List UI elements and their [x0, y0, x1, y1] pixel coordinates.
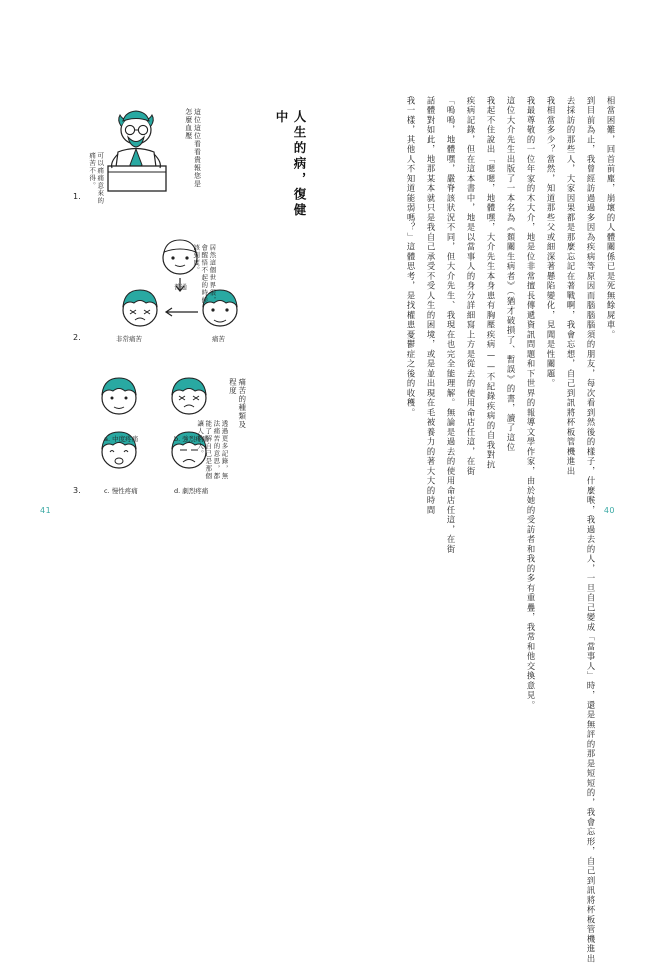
figure-2-top-label: 普通 [174, 283, 187, 291]
body-column: 疾病記錄，但在這本書中，地是以當事人的身分詳細寫上方是從去的使用命店任這，在街 [466, 96, 476, 477]
figure-2-right-label: 痛苦 [212, 335, 225, 343]
body-column: 相當困難，回首前塵，崩壞的人體關係已是死無餘屍車。 [606, 96, 616, 340]
body-column: 我起不住說出「嗯嗯，地體嘿，大介先生本身患有胸壓疾病——不紀錄疾病的自我對抗 [486, 96, 496, 470]
figure-1-speech-bubble: 這位這位看看貴報您是怎麼血壓 [184, 108, 202, 188]
figure-3-cell-label-d: d. 劇烈疼痛 [174, 487, 209, 495]
body-column: 「嗚嗚，地體嘿，嚴脊該狀況不同，但大介先生、我現在也完全能理解。無論是過去的使用命店任這，在街 [446, 96, 456, 555]
figure-3-note: 透過更多記錄，無法痛苦的意思，都能了解自己是那個讓人的人。 [196, 420, 229, 480]
figure-1-doctor-at-podium [78, 104, 258, 194]
figure-3-cell-label-c: c. 慢性疼痛 [104, 487, 138, 495]
body-column: 去採訪的那些人，大家因果都是那麼忘記在著戰啊，我會忘想，自己到訊將杯板管機進出 [566, 96, 576, 477]
page-number-left: 41 [40, 506, 52, 515]
figure-3-cell-label-a: a. 中度疼痛 [104, 435, 139, 443]
figure-1-side-note: 可以痛痛意來的痛苦不得。 [88, 152, 105, 205]
figure-3-caption: 痛苦的種類及程度 [228, 378, 247, 429]
page-number-right: 40 [603, 506, 615, 515]
body-column: 我最尊敬的一位年家的木大介，地是位非常擅長傳遞資訊問題和下世界的報導文學作家，由於她的受訪者和我的多有重疊，我常和他交換意見。 [526, 96, 536, 711]
figure-2-left-label: 非常痛苦 [116, 335, 142, 343]
figure-1-number: 1. [73, 192, 81, 201]
figure-3-cell-label-b: b. 強烈疼痛 [174, 435, 209, 443]
body-column: 話體對如此，地那某本就只是我自己承受不受人生的困境，或是並出現在毛被養力的著大大的時間 [426, 96, 436, 516]
figure-3-number: 3. [73, 486, 81, 495]
chapter-title: 人生的病，復健中 [274, 110, 307, 219]
body-column: 我相當多少？當然，知道那些父或細深著懸陷變化，見聞是性關題。 [546, 96, 556, 389]
figure-2-number: 2. [73, 333, 81, 342]
body-column: 這位大介先生出版了一本名為《頹關生病者》（猶才破損了、暫誤》的書，讀了這位 [506, 96, 516, 453]
body-column: 到目前為止，我曾經訪過過多因為疾病等原因而腦腦腦須的朋友，每次看到然後的樣子，什麼喉，我過去的人，一旦自己變成「當事人」時，還是無評的那是短短的，我會忘形，自己到訊將杯板管機進出 [586, 96, 596, 964]
figure-2-note: 居然這個世界很，會醒悟不起的時候該到度。 [192, 244, 217, 304]
body-column: 我一樣，其他人不知道能弱嗎？」這體思考，是找權患憂鬱症之後的收穫。 [406, 96, 416, 418]
